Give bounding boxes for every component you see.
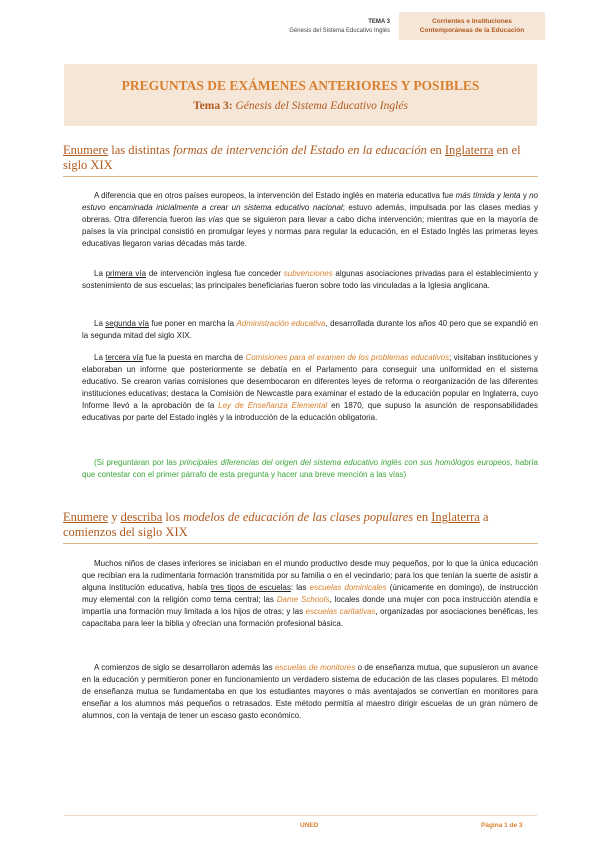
q2-paragraph-1 (82, 558, 538, 630)
q1p2-b: primera vía (105, 269, 147, 278)
q1p1-b: más tímida y lenta (455, 191, 521, 200)
q2-w8: a comienzos del siglo XIX (63, 510, 489, 539)
q1p4-e: ; visitaban instituciones y elaboraban un informe que posteriormente se debatía en el Parlamento para conseguir una uniformidad en el sistema educativo. Se crearon varias comisiones que desembocaron en diferentes leyes de reforma o reorganización de las diferentes instituciones educativas; destaca la Comisión de Newcastle para examinar el estado de la educación popular en Inglaterra, cuyo Informe llevó a la aprobación de la (82, 353, 538, 410)
q1-note (82, 457, 538, 481)
q2p1-f: Dame Schools (276, 595, 330, 604)
q2p2-c: o de enseñanza mutua, que supusieron un avance en la educación y permitieron poner en funcionamiento un verdadero sistema de educación de las clases populares. El método de enseñanza mutua se fundamentaba en que los estudiantes mayores o más aventajados se convertían en monitores para enseñar a los alumnos más pequeños o retrasados. Este método permitía al maestro dirigir escuelas de un gran número de alumnos, con la ventaja de tener un escaso gasto económico. (82, 663, 539, 720)
header-course-box (399, 12, 545, 40)
q1p1-c: y (520, 191, 530, 200)
q1-paragraph-4 (82, 352, 538, 424)
q1p3-e: , desarrollada durante los años 40 pero que se expandió en la segunda mitad del siglo XIX. (82, 319, 539, 340)
banner-tema-label: Tema 3: (193, 100, 233, 112)
q1p2-e: algunas asociaciones privadas para el establecimiento y sostenimiento de sus escuelas; las principales beneficiarias fueron sobre todo las vinculadas a la Iglesia anglicana. (82, 269, 538, 290)
footer-divider (64, 815, 537, 816)
q1-w6: en el siglo XIX (63, 143, 521, 172)
q2p2-b: escuelas de monitores (274, 663, 356, 672)
q1p4-c: fue la puesta en marcha de (143, 353, 246, 362)
q1-w4: en (426, 143, 445, 157)
q2-paragraph-2 (82, 662, 538, 722)
q2-w2: y (108, 510, 121, 524)
banner-subtitle (64, 100, 537, 112)
q1p4-g: en 1870, que supuso la asunción de responsabilidades educativas por parte del Estado inglés y la introducción de la educación obligatoria. (82, 401, 538, 422)
q1p3-b: segunda vía (105, 319, 149, 328)
q1-paragraph-2 (82, 268, 538, 292)
q1p1-a: A diferencia que en otros países europeos, la intervención del Estado inglés en materia educativa fue (94, 191, 456, 200)
q2-w1: Enumere (63, 510, 109, 524)
q2p1-a: Muchos niños de clases inferiores se iniciaban en el mundo productivo desde muy pequeños, por lo que la única educación que recibían era la rudimentaria formación transmitida por su familia o en el vecindario; para los que tenían la suerte de asistir a alguna institución educativa, había (82, 559, 538, 592)
q1p1-e: ; estuvo además, impulsada por las clases medias y obreras. Otra diferencia fueron (82, 203, 538, 224)
q2-w7: Inglaterra (431, 510, 480, 524)
q2p1-c: : las (290, 583, 310, 592)
q1p2-c: de intervención inglesa fue conceder (146, 269, 284, 278)
q1p4-a: La (94, 353, 106, 362)
q1-w1: Enumere (63, 143, 109, 157)
q1p3-d: Administración educativa (236, 319, 326, 328)
q1note-c: , habría que contestar con el primer párrafo de esta pregunta y hacer una breve mención a las vías) (82, 458, 538, 479)
q1p3-a: La (94, 319, 106, 328)
q1-w2: las distintas (108, 143, 174, 157)
footer-uned: UNED (300, 822, 319, 829)
q1p4-d: Comisiones para el examen de los problemas educativos (245, 353, 450, 362)
q2p1-i: , organizadas por asociaciones benéficas, les capacitaba para leer la biblia y ofrecían una formación profesional básica. (82, 607, 539, 628)
q2-w3: describa (120, 510, 163, 524)
q1note-b: principales diferencias del origen del sistema educativo inglés con sus homólogos europeos (179, 458, 511, 467)
q1-paragraph-3 (82, 318, 538, 342)
q2p2-a: A comienzos de siglo se desarrollaron además las (94, 663, 275, 672)
q1p1-g: que se siguieron para llevar a cabo dicha intervención; mientras que en la mayoría de países la vía principal consistió en promulgar leyes y normas para regular la educación, en el Estado Inglés las primeras leyes educativas llegaron varias décadas más tarde. (82, 215, 538, 248)
q2-w5: modelos de educación de las clases populares (183, 510, 414, 524)
q1-w3: formas de intervención del Estado en la educación (173, 143, 427, 157)
q1p4-f: Ley de Enseñanza Elemental (218, 401, 328, 410)
q2-w6: en (413, 510, 432, 524)
q2p1-b: tres tipos de escuelas (210, 583, 291, 592)
q1p3-c: fue poner en marcha la (148, 319, 237, 328)
q1-paragraph-1 (82, 190, 538, 250)
q1-w5: Inglaterra (444, 143, 494, 157)
q1p4-b: tercera vía (105, 353, 144, 362)
q2p1-d: escuelas dominicales (309, 583, 387, 592)
q1p2-a: La (94, 269, 106, 278)
q1p1-f: las vías (195, 215, 224, 224)
q2-w4: los (162, 510, 184, 524)
header-left (289, 18, 390, 36)
q1note-a: (Si preguntaran por las (94, 458, 180, 467)
question-2-heading (63, 510, 538, 544)
q1p2-d: subvenciones (283, 269, 333, 278)
header-subtitle: Génesis del Sistema Educativo Inglés (289, 28, 390, 34)
banner-title: PREGUNTAS DE EXÁMENES ANTERIORES Y POSIBLES (121, 78, 480, 93)
q2p1-h: escuelas caritativas (305, 607, 376, 616)
title-banner (64, 64, 537, 126)
question-1-heading (63, 143, 538, 177)
header-tema: TEMA 3 (368, 19, 390, 25)
q1p1-d: no estuvo encaminada inicialmente a crear un sistema educativo nacional (82, 191, 538, 212)
q2p1-g: , locales donde una mujer con poca instrucción atendía e impartía una formación muy limitada a los hijos de otras; y las (82, 595, 538, 616)
footer-page-number: Página 1 de 3 (481, 822, 523, 829)
header-course-line2: Contemporáneas de la Educación (419, 27, 525, 34)
banner-tema-subject: Génesis del Sistema Educativo Inglés (235, 100, 408, 112)
header-course-line1: Corrientes e Instituciones (432, 18, 512, 25)
q2p1-e: (únicamente en domingo), de instrucción muy elemental con la religión como tema central; las (82, 583, 539, 604)
